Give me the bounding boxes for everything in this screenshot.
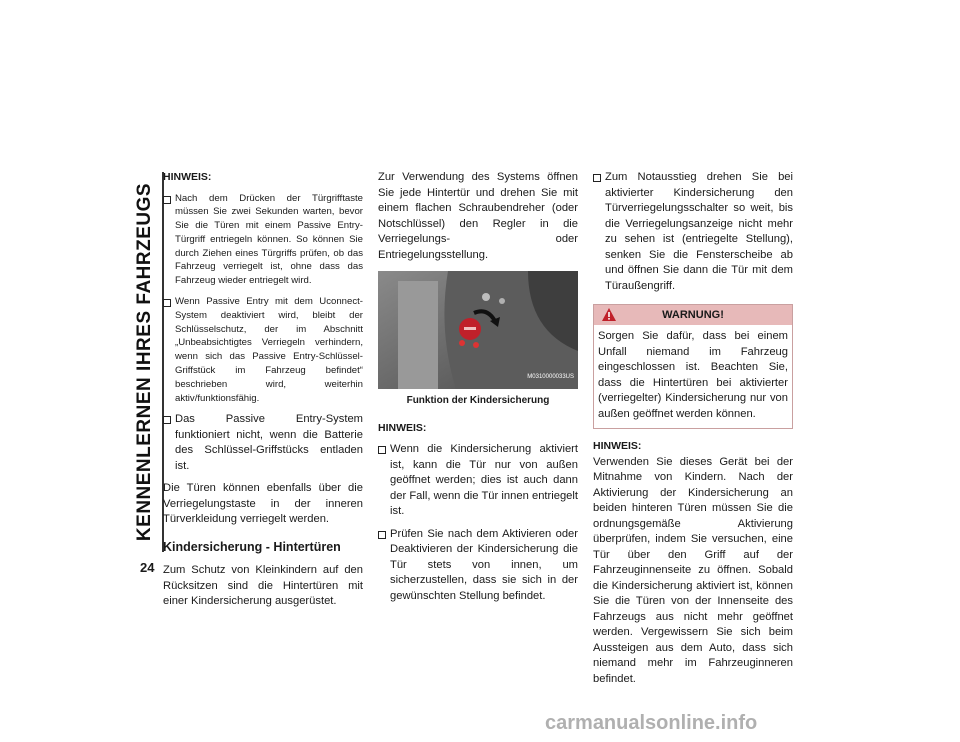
side-title bbox=[128, 172, 162, 552]
watermark: carmanualsonline.info bbox=[545, 712, 758, 734]
column-3 bbox=[593, 170, 793, 695]
note-bullet-3-text: Das Passive Entry-System funktioniert nicht, wenn die Batterie des Schlüssel-Griffstücks entladen ist. bbox=[175, 413, 363, 472]
note2-bullet-1-text: Wenn die Kindersicherung aktiviert ist, kann die Tür nur von außen geöffnet werden; dies ist auch dann der Fall, wenn die Tür innen entriegelt ist. bbox=[390, 443, 578, 517]
checkbox-bullet-icon bbox=[378, 446, 386, 454]
section-heading-child-lock: Kindersicherung - Hintertüren bbox=[163, 539, 341, 554]
child-lock-photo bbox=[378, 271, 578, 389]
column-2 bbox=[378, 170, 578, 611]
checkbox-bullet-icon bbox=[163, 196, 171, 204]
emergency-bullet bbox=[593, 170, 793, 294]
paragraph-child-lock-intro: Zum Schutz von Kleinkindern auf den Rücksitzen sind die Hintertüren mit einer Kindersicherung ausgerüstet. bbox=[163, 564, 363, 608]
checkbox-bullet-icon bbox=[378, 531, 386, 539]
image-caption: Funktion der Kindersicherung bbox=[406, 395, 550, 406]
paragraph-lock-button: Die Türen können ebenfalls über die Verriegelungstaste in der inneren Türverkleidung verriegelt werden. bbox=[163, 482, 363, 526]
checkbox-bullet-icon bbox=[593, 174, 601, 182]
page-number: 24 bbox=[140, 560, 155, 575]
warning-box bbox=[593, 304, 793, 429]
warning-text: Sorgen Sie dafür, dass bei einem Unfall niemand im Fahrzeug eingeschlossen ist. Beachten Sie, dass die Hintertüren bei aktivierter (verriegelter) Kindersicherung nur von außen geöffnet werden können. bbox=[598, 330, 788, 420]
warning-triangle-icon bbox=[602, 308, 616, 321]
note-bullet-2 bbox=[163, 295, 363, 405]
note2-bullet-2-text: Prüfen Sie nach dem Aktivieren oder Deaktivieren der Kindersicherung die Tür stets von innen, um sicherzustellen, dass sie sich in der gewünschten Stellung befindet. bbox=[390, 527, 578, 602]
warning-title: WARNUNG! bbox=[662, 309, 724, 321]
note-bullet-1-text: Nach dem Drücken der Türgrifftaste müssen Sie zwei Sekunden warten, bevor Sie die Türen mit einem Passive Entry-Türgriff entriegeln können. So können Sie durch Ziehen eines Türgriffs prüfen, ob das Fahrzeug verriegelt ist, ohne dass das Fahrzeug wieder entriegelt wird. bbox=[175, 192, 363, 287]
note-bullet-3 bbox=[163, 412, 363, 474]
paragraph-child-use: Verwenden Sie dieses Gerät bei der Mitnahme von Kindern. Nach der Aktivierung der Kindersicherung an beiden hinteren Türen müssen Sie die ordnungsgemäße Aktivierung überprüfen, indem Sie versuchen, eine Tür über den Griff auf der Fahrzeuginnenseite zu öffnen. Sobald die Kindersicherung aktiviert ist, können Sie die Türen von der Innenseite des Fahrzeugs aus nicht mehr geöffnet werden. Vergewissern Sie sich beim Aussteigen aus dem Auto, dass sich niemand mehr im Fahrzeuginneren befindet. bbox=[593, 455, 793, 685]
note2-bullet-1 bbox=[378, 442, 578, 520]
image-code: M0310000033US bbox=[527, 373, 574, 380]
checkbox-bullet-icon bbox=[163, 299, 171, 307]
note-heading-2: HINWEIS: bbox=[378, 421, 427, 434]
emergency-bullet-text: Zum Notausstieg drehen Sie bei aktivierter Kindersicherung den Türverriegelungsschalter so weit, bis die Verriegelungsanzeige nicht mehr zu sehen ist (entriegelte Stellung), senken Sie die Fensterscheibe ab und öffnen Sie dann die Tür mit dem Türaußengriff. bbox=[605, 171, 793, 292]
note-bullet-1 bbox=[163, 192, 363, 289]
checkbox-bullet-icon bbox=[163, 416, 171, 424]
column-1 bbox=[163, 170, 363, 618]
note-heading-3: HINWEIS: bbox=[593, 440, 642, 452]
note2-bullet-2 bbox=[378, 527, 578, 605]
paragraph-usage: Zur Verwendung des Systems öffnen Sie jede Hintertür und drehen Sie mit einem flachen Schraubendreher (oder Notschlüssel) den Regler in die Verriegelungs- oder Entriegelungsstellung. bbox=[378, 171, 578, 261]
side-title-text: KENNENLERNEN IHRES FAHRZEUGS bbox=[134, 182, 155, 542]
note-bullet-2-text: Wenn Passive Entry mit dem Uconnect-System deaktiviert wird, bleibt der Schlüsselschutz, der im Abschnitt „Unbeabsichtigtes Verriegeln verhindern, wenn sich das Passive Entry-Schlüssel-Griffstück im Fahrzeug befindet“ beschrieben wird, weiterhin aktiv/funktionsfähig. bbox=[175, 296, 363, 404]
warning-header bbox=[594, 305, 792, 325]
note-heading: HINWEIS: bbox=[163, 171, 212, 183]
